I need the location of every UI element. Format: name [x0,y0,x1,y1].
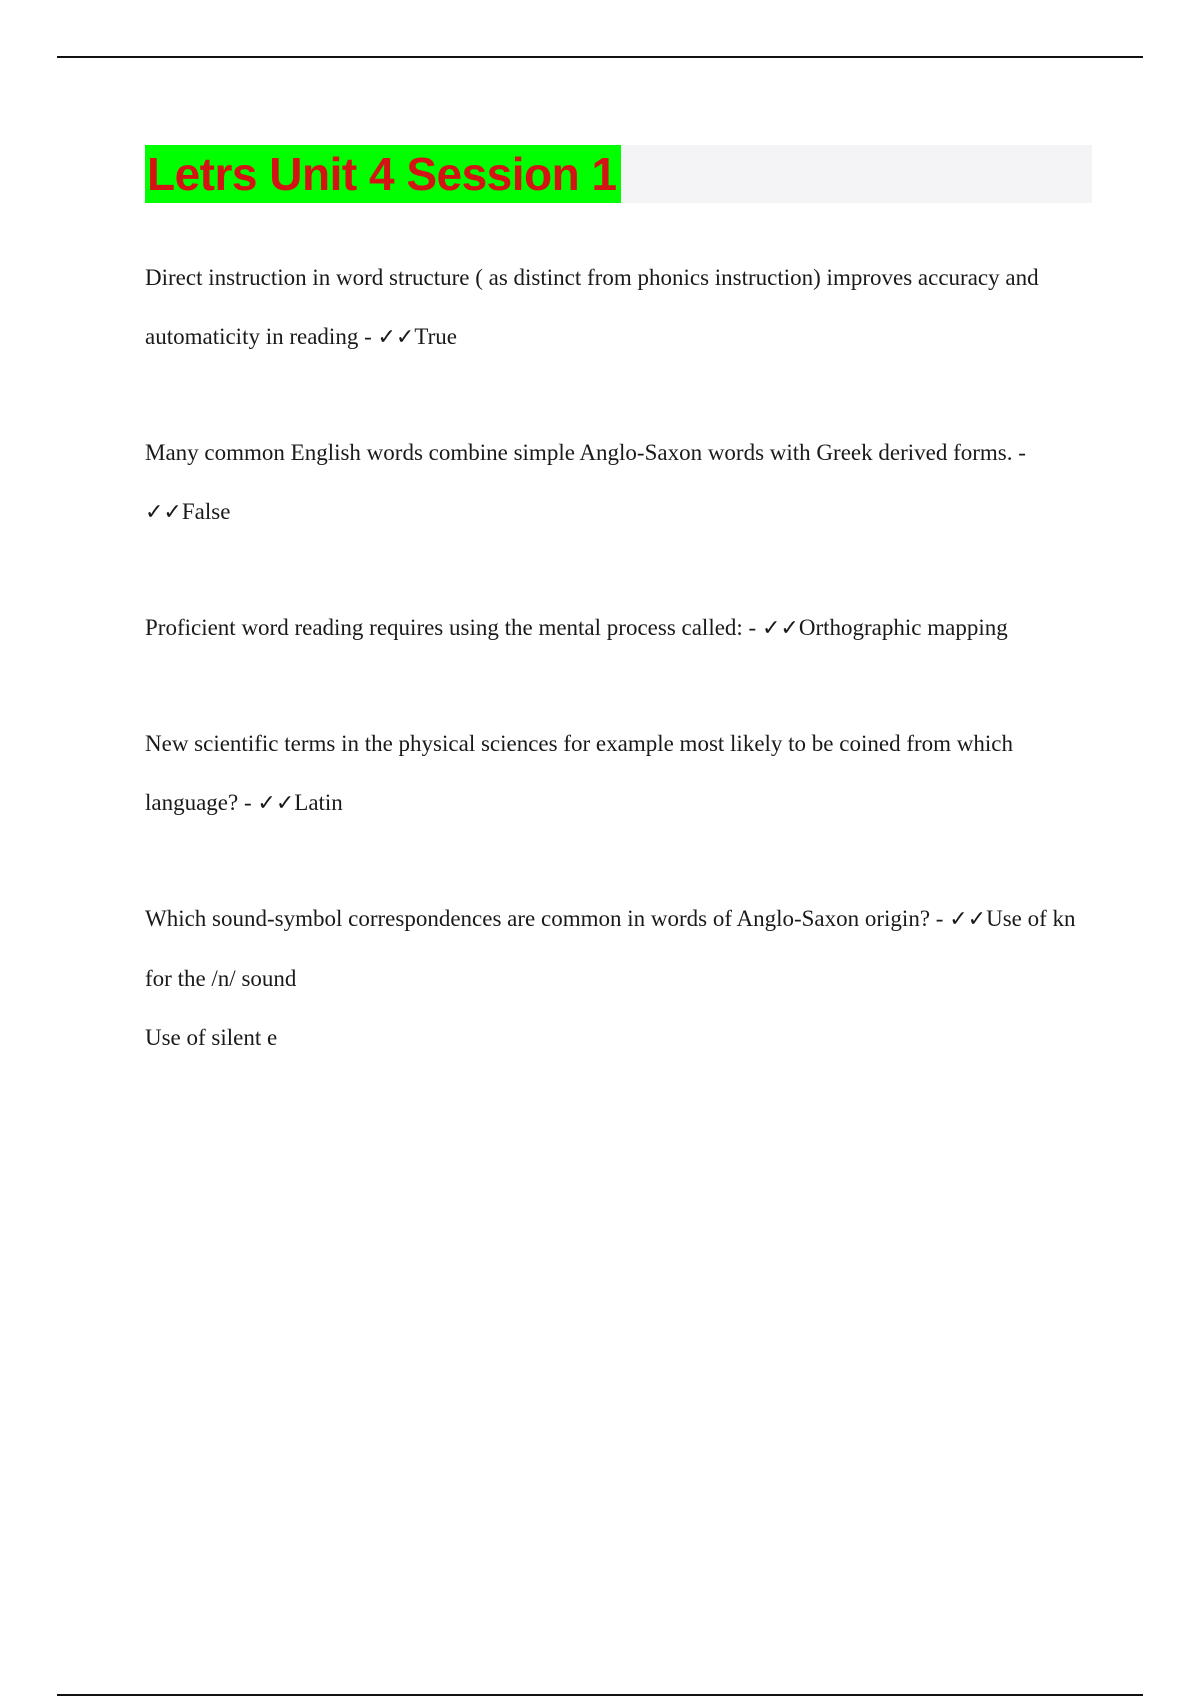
answer-text: False [181,499,231,524]
qa-item [145,889,1095,1067]
header-rule [57,56,1143,58]
answer-text: Use of kn for the /n/ sound [145,906,1076,991]
question-text: New scientific terms in the physical sciences for example most likely to be coined from which language? - [145,731,1013,815]
answer-text: Orthographic mapping [798,615,1008,640]
qa-item [145,714,1095,833]
answer-text: Latin [294,790,343,815]
double-check-icon: ✓✓ [257,791,295,816]
answer-text: True [414,324,457,349]
qa-item [145,423,1095,542]
document-title: Letrs Unit 4 Session 1 [145,145,621,203]
question-text: Direct instruction in word structure ( as distinct from phonics instruction) improves accuracy and automaticity in reading - [145,265,1039,349]
double-check-icon: ✓✓ [761,616,799,641]
double-check-icon: ✓✓ [949,907,987,932]
question-text: Proficient word reading requires using the mental process called: - [145,615,762,640]
footer-rule [57,1694,1143,1696]
qa-list [145,248,1095,1067]
answer-extra-text: Use of silent e [145,1025,278,1050]
question-text: Which sound-symbol correspondences are common in words of Anglo-Saxon origin? - [145,906,950,931]
double-check-icon: ✓✓ [145,500,182,525]
qa-item [145,248,1095,367]
double-check-icon: ✓✓ [377,325,415,350]
qa-item [145,598,1095,658]
question-text: Many common English words combine simple Anglo-Saxon words with Greek derived forms. - [145,440,1026,465]
